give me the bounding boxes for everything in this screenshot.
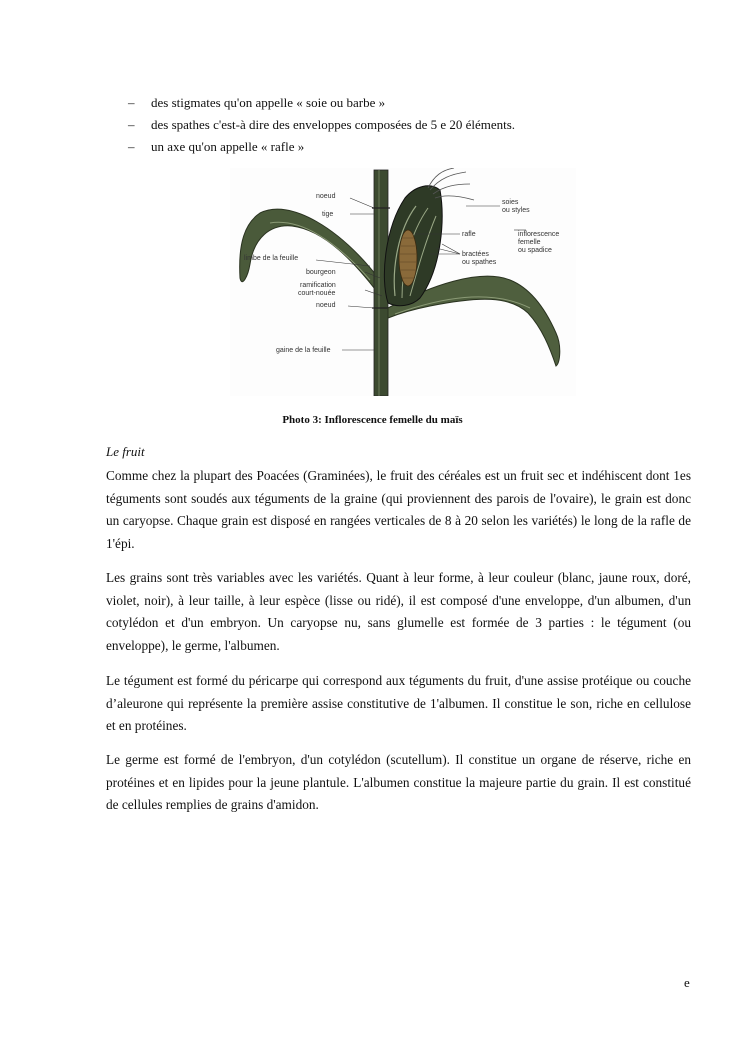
label-femelle: femelle [518,239,541,246]
label-ou-styles: ou styles [502,207,530,214]
maize-illustration [230,168,576,396]
label-limbe: limbe de la feuille [244,255,299,262]
label-bractees: bractées [462,251,489,258]
label-bourgeon: bourgeon [306,269,336,276]
bullet-text: des stigmates qu'on appelle « soie ou barbe » [151,95,386,110]
label-inflorescence: inflorescence [518,231,560,238]
label-tige: tige [322,211,334,218]
label-court-nouee: court-nouée [298,290,336,297]
label-gaine: gaine de la feuille [276,347,331,354]
label-noeud-top: noeud [316,193,336,200]
paragraph: Le germe est formé de l'embryon, d'un cotylédon (scutellum). Il constitue un organe de réserve, riche en protéines et en lipides pour la jeune plantule. L'albumen constitue la majeure partie du grain. Il est constitué de cellules remplies de grains d'amidon. [106,752,691,812]
bullet-text: des spathes c'est-à dire des enveloppes composées de 5 e 20 éléments. [151,117,516,132]
label-ou-spadice: ou spadice [518,247,552,254]
label-ou-spathes: ou spathes [462,259,497,266]
label-soies: soies [502,199,519,206]
label-noeud-bottom: noeud [316,302,336,309]
paragraph: Comme chez la plupart des Poacées (Graminées), le fruit des céréales est un fruit sec et indéhiscent dont 1es téguments sont soudés aux téguments de la graine (qui proviennent des parois de l'ovaire), le grain est donc un caryopse. Chaque grain est disposé en rangées verticales de 8 à 20 selon les variétés) le long de la rafle de 1'épi. [106,468,691,551]
label-ramification: ramification [300,282,336,289]
cob [399,230,417,286]
maize-inflorescence-figure [230,168,576,396]
figure-caption: Photo 3: Inflorescence femelle du maïs [282,414,463,426]
bullet-list [128,92,515,158]
list-item [128,114,515,136]
list-item [128,92,515,114]
paragraph: Le tégument est formé du péricarpe qui correspond aux téguments du fruit, d'une assise protéique ou couche d’aleurone qui représente la première assise constitutive de 1'albumen. Il constitue le son, riche en cellulose et en protéines. [106,673,691,733]
label-rafle: rafle [462,231,476,238]
list-item [128,136,515,158]
section-heading: Le fruit [106,444,145,459]
bullet-dash: – [128,95,135,110]
bullet-dash: – [128,139,135,154]
bullet-text: un axe qu'on appelle « rafle » [151,139,305,154]
left-leaf [240,209,380,293]
paragraph: Les grains sont très variables avec les variétés. Quant à leur forme, à leur couleur (blanc, jaune roux, doré, violet, noir), à leur taille, à leur espèce (lisse ou ridé), il est composé d'une enveloppe, d'un albumen, d'un cotylédon et d'un embryon. Un caryopse nu, sans glumelle est formée de 3 parties : le tégument (ou enveloppe), le germe, l'albumen. [106,570,691,653]
bullet-dash: – [128,117,135,132]
page-number: e [684,975,690,990]
